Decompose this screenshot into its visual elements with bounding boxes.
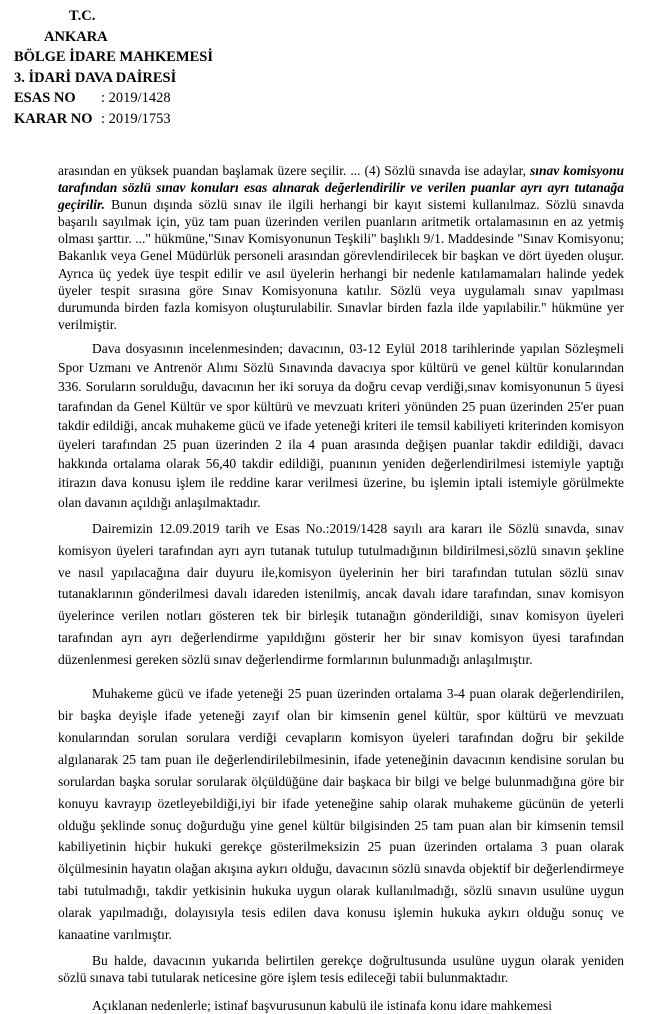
karar-label: KARAR NO: [14, 110, 93, 127]
paragraph-5-text: Bu halde, davacının yukarıda belirtilen gerekçe doğrultusunda usulüne uygun olarak yeniden sözlü sınava tabi tutularak neticesine göre işlem tesis edileceği tabii bulunmaktadır.: [58, 952, 624, 986]
paragraph-1-emphasis: sınav komisyonu tarafından sözlü sınav konuları esas alınarak değerlendirilir ve verilen puanlar ayrı ayrı tutanağa geçirilir.: [58, 163, 624, 213]
document-body: [58, 162, 624, 1014]
paragraph-3-text: Dairemizin 12.09.2019 tarih ve Esas No.:2019/1428 sayılı ara kararı ile Sözlü sınavda, sınav komisyon üyeleri tarafından ayrı ayrı tutanak tutulup tutulmadığının bildirilmesi,sözlü sınavın şekline ve nasıl yapılacağına dair duyuru ile,komisyon üyelerinin her biri tarafından tutulan sözlü sınav tutanaklarının gönderilmesi davalı idareden istenilmiş, ancak davalı idare tarafından, sınav komisyon üyelerince verilen notları gösteren tek bir birleşik tutanağın gönderildiği, sınav komisyon üyeleri tarafından ayrı ayrı değerlendirme yapıldığını gösterir her bir sınav komisyon üyesi tarafından düzenlenmesi gereken sözlü sınav değerlendirme formlarının bulunmadığı anlaşılmıştır.: [58, 520, 624, 668]
paragraph-2-text: Dava dosyasının incelenmesinden; davacının, 03-12 Eylül 2018 tarihlerinde yapılan Sözleşmeli Spor Uzmanı ve Antrenör Alımı Sözlü Sınavında davacıya spor kültürü ve genel kültür konularından 336. Soruların sorulduğu, davacının her iki soruya da doğru cevap verdiği,sınav komisyonunun 5 üyesi tarafından da Genel Kültür ve spor kültürü ve mevzuatı kriteri yönünden 25 puan üzerinden 25'er puan takdir edildiği, ancak muhakeme gücü ve ifade yeteneği kriteri ile temsil kabiliyeti kriterinden komisyon üyeleri tarafından 25 puan üzerinden 2 ila 4 puan arasında değişen puanlar takdir edildiği, davacı hakkında ortalama olarak 56,40 takdir edildiği, puanının yeniden değerlendirilmesi istemiyle yaptığı itirazın dava konusu işlem ile reddine karar verilmesi üzerine, bu işlemin iptali istemiyle görülmekte olan davanın açıldığı anlaşılmaktadır.: [58, 340, 624, 510]
karar-value: : 2019/1753: [101, 110, 171, 127]
paragraph-4: [58, 683, 624, 946]
paragraph-1-intro: arasından en yüksek puandan başlamak üzere seçilir. ... (4) Sözlü sınavda ise adaylar,: [58, 163, 530, 178]
paragraph-1: [58, 162, 624, 333]
paragraph-1-rest: Bunun dışında sözlü sınav ile ilgili herhangi bir kayıt sistemi kullanılmaz. Sözlü sınavda başarılı sayılmak için, yüz tam puan üzerinden verilen puanların aritmetik ortalamasının en az yetmiş olması şarttır. ..." hükmüne,"Sınav Komisyonunun Teşkili" başlıklı 9/1. Maddesinde "Sınav Komisyonu; Bakanlık veya Genel Müdürlük personeli arasından görevlendirilecek bir başkan ve dört üyeden oluşur. Ayrıca üç yedek üye tespit edilir ve asıl üyelerin herhangi bir nedenle katılamamaları halinde yedek üyeler tespit sırasına göre Sınav Komisyonuna katılır. Sözlü veya uygulamalı sınav yapılması durumunda birden fazla komisyon oluşturulabilir. Sınavlar birden fazla ilde yapılabilir." hükmüne yer verilmiştir.: [58, 197, 624, 332]
paragraph-6: [58, 997, 624, 1014]
paragraph-6-text: Açıklanan nedenlerle; istinaf başvurusunun kabulü ile istinafa konu idare mahkemesi: [92, 997, 552, 1013]
document-header: [14, 6, 213, 130]
header-tc: T.C.: [69, 8, 96, 24]
header-city: ANKARA: [44, 28, 108, 45]
header-esas: [14, 88, 213, 109]
header-karar: [14, 109, 213, 130]
paragraph-5: [58, 952, 624, 987]
esas-value: : 2019/1428: [101, 90, 171, 107]
paragraph-4-text: Muhakeme gücü ve ifade yeteneği 25 puan üzerinden ortalama 3-4 puan olarak değerlendirilen, bir başka deyişle ifade yeteneği zayıf olan bir kimsenin genel kültür, spor kültürü ve mevzuatı konularından sorulan sorulara verdiği cevapların komisyon üyeleri tarafından doğru bir şekilde algılanarak 25 tam puan ile değerlendirilebilmesinin, ifade yeteneğinin davacının kendisine sorulan bu sorulardan başka sorular sorularak ölçüldüğüne dair başkaca bir bilgi ve belge bulunmadığına göre bir konuyu kavrayıp özetleyebildiği,iyi bir ifade yeteneğine sahip olarak muhakeme gücünün de yeterli olduğu şeklinde sonuç doğurduğu yine genel kültür bilgisinden 25 tam puan alan bir kimsenin temsil kabiliyetinin hiçbir hukuki gerekçe gösterilmeksizin 25 puan üzerinden ortalama 3 puan olarak ölçülmesinin hayatın olağan akışına aykırı olduğu, davacının sözlü sınavda objektif bir değerlendirmeye tabi tutulmadığı, takdir yetkisinin hukuka uygun olarak kullanılmadığı, sözlü sınavın usulüne uygun olarak yapılmadığı, dolayısıyla tesis edilen dava konusu işlemin hukuka aykırı olduğu sonuç ve kanaatine varılmıştır.: [58, 686, 624, 943]
paragraph-2: [58, 339, 624, 512]
esas-label: ESAS NO: [14, 90, 76, 107]
header-court: BÖLGE İDARE MAHKEMESİ: [14, 49, 213, 66]
header-chamber: 3. İDARİ DAVA DAİRESİ: [14, 69, 177, 86]
paragraph-3: [58, 518, 624, 671]
